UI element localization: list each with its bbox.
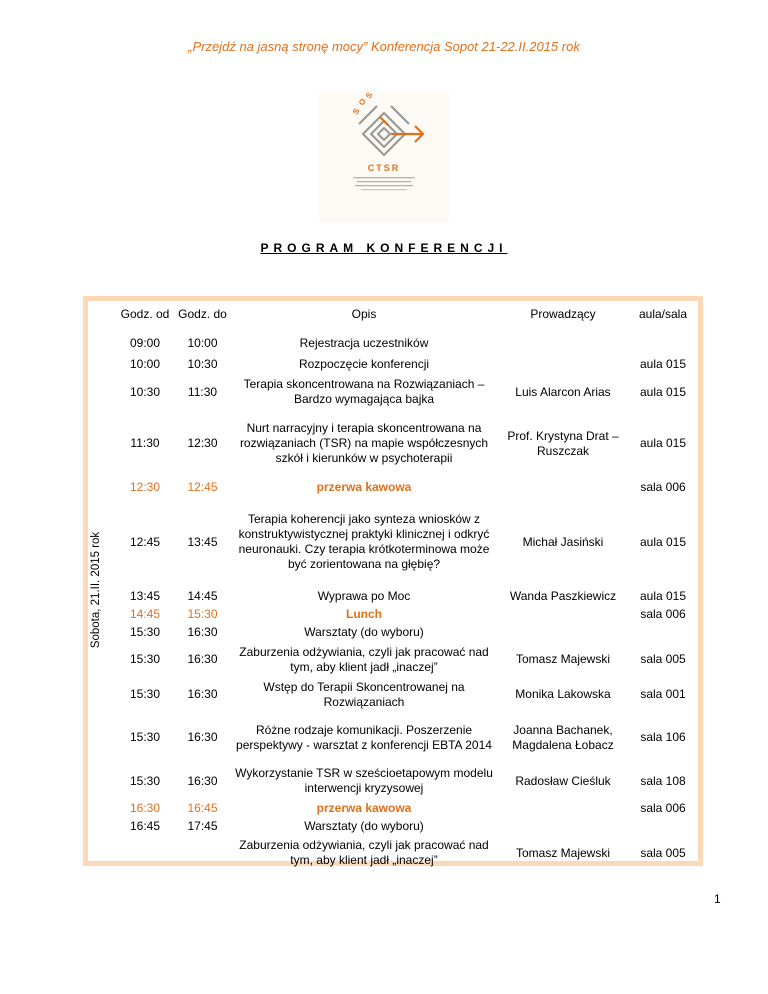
svg-text:S: S xyxy=(363,91,375,100)
day-label xyxy=(71,330,121,850)
time-to: 16:45 xyxy=(187,800,218,815)
header-from: Godz. od xyxy=(120,307,170,321)
session-lead xyxy=(498,817,628,835)
session-room: sala 108 xyxy=(640,773,686,788)
table-header-row xyxy=(115,296,698,333)
session-room xyxy=(628,623,698,642)
time-from: 13:45 xyxy=(129,588,161,603)
time-to: 16:30 xyxy=(187,652,218,666)
ctsr-logo xyxy=(319,91,449,222)
session-room xyxy=(628,333,698,354)
session-lead: Michał Jasiński xyxy=(522,534,604,549)
time-to: 16:30 xyxy=(187,730,218,744)
session-room: aula 015 xyxy=(639,357,687,371)
time-from: 16:30 xyxy=(129,800,161,815)
time-from: 16:45 xyxy=(129,818,161,833)
session-lead: Tomasz Majewski xyxy=(515,652,611,666)
time-to: 14:45 xyxy=(187,588,218,603)
session-lead xyxy=(498,623,628,642)
table-row-break xyxy=(115,799,698,817)
session-room: aula 015 xyxy=(639,588,687,603)
time-to: 15:30 xyxy=(187,606,218,621)
time-from: 09:00 xyxy=(129,336,161,350)
session-lead: Monika Lakowska xyxy=(515,687,611,701)
header-lead: Prowadzący xyxy=(530,307,596,321)
session-room: sala 006 xyxy=(640,800,686,815)
session-room: aula 015 xyxy=(639,534,687,549)
table-row xyxy=(115,642,698,677)
session-room: sala 006 xyxy=(640,606,686,621)
session-lead xyxy=(498,799,628,817)
session-lead xyxy=(498,333,628,354)
time-to: 13:45 xyxy=(187,534,218,549)
session-desc: Wykorzystanie TSR w sześcioetapowym modelu interwencji kryzysowej xyxy=(235,766,493,795)
table-row xyxy=(115,763,698,799)
session-desc: Wstęp do Terapii Skoncentrowanej na Rozwiązaniach xyxy=(263,679,465,709)
session-desc: Terapia skoncentrowana na Rozwiązaniach – Bardzo wymagająca bajka xyxy=(243,377,485,406)
table-row-lunch xyxy=(115,605,698,623)
time-from: 12:30 xyxy=(129,480,161,494)
table-row xyxy=(115,409,698,478)
session-desc: Rozpoczęcie konferencji xyxy=(298,357,430,371)
time-to: 10:00 xyxy=(187,336,218,350)
session-desc: przerwa kawowa xyxy=(316,480,412,494)
table-row xyxy=(115,354,698,375)
session-desc: Nurt narracyjny i terapia skoncentrowana na rozwiązaniach (TSR) na mapie współczesnych szkół i kierunków w psychoterapii xyxy=(239,421,489,465)
session-desc: Zaburzenia odżywiania, czyli jak pracować nad tym, aby klient jadł „inaczej” xyxy=(239,644,489,674)
time-from: 15:30 xyxy=(129,687,161,701)
time-from: 15:30 xyxy=(129,652,161,666)
time-to: 11:30 xyxy=(187,384,218,399)
time-from: 10:30 xyxy=(129,384,161,399)
session-room: aula 015 xyxy=(639,384,687,399)
session-desc: Terapia koherencji jako synteza wniosków z konstruktywistycznej praktyki klinicznej i odkryć neuronauki. Czy terapia krótkoterminowa może być zorientowana na głębię? xyxy=(238,512,490,571)
svg-text:S: S xyxy=(350,106,362,116)
table-row xyxy=(115,817,698,835)
time-from xyxy=(115,835,175,871)
table-row xyxy=(115,835,698,871)
time-to: 12:30 xyxy=(187,436,218,450)
table-row xyxy=(115,375,698,409)
time-from: 15:30 xyxy=(129,773,161,788)
time-to: 16:30 xyxy=(187,625,218,639)
page-number: 1 xyxy=(714,892,721,906)
session-lead: Wanda Paszkiewicz xyxy=(509,588,617,603)
session-lead: Joanna Bachanek, Magdalena Łobacz xyxy=(512,722,614,752)
time-to: 17:45 xyxy=(187,818,218,833)
session-lead: Tomasz Majewski xyxy=(515,845,611,860)
table-row xyxy=(115,587,698,605)
document-header: „Przejdź na jasną stronę mocy” Konferencja Sopot 21-22.II.2015 rok xyxy=(188,39,580,54)
session-desc: Warsztaty (do wyboru) xyxy=(304,625,424,639)
session-lead xyxy=(498,354,628,375)
logo-graphic xyxy=(319,91,449,222)
time-to: 12:45 xyxy=(187,480,218,494)
session-room: sala 106 xyxy=(640,730,686,744)
session-lead: Luis Alarcon Arias xyxy=(515,384,611,399)
session-lead: Radosław Cieśluk xyxy=(515,773,611,788)
session-room: aula 015 xyxy=(639,436,687,450)
session-desc: Rejestracja uczestników xyxy=(299,336,429,350)
header-room: aula/sala xyxy=(638,307,688,321)
table-row xyxy=(115,333,698,354)
session-desc: Lunch xyxy=(346,606,382,621)
table-row xyxy=(115,497,698,587)
time-from: 11:30 xyxy=(130,436,160,450)
session-desc: Wyprawa po Moc xyxy=(317,588,411,603)
time-from: 10:00 xyxy=(129,357,161,371)
table-row xyxy=(115,677,698,712)
program-title: PROGRAM KONFERENCJI xyxy=(260,241,508,255)
time-to: 16:30 xyxy=(187,773,218,788)
time-to xyxy=(175,835,230,871)
header-to: Godz. do xyxy=(178,307,227,321)
session-room: sala 006 xyxy=(640,480,686,494)
session-desc: Zaburzenia odżywiania, czyli jak pracować nad tym, aby klient jadł „inaczej” xyxy=(239,838,489,867)
session-room: sala 005 xyxy=(640,652,686,666)
program-table xyxy=(115,296,698,871)
session-room xyxy=(628,817,698,835)
session-room: sala 001 xyxy=(640,687,686,701)
session-lead xyxy=(498,605,628,623)
time-to: 10:30 xyxy=(187,357,218,371)
session-lead xyxy=(498,478,628,497)
session-lead: Prof. Krystyna Drat – Ruszczak xyxy=(507,428,619,458)
table-row xyxy=(115,712,698,763)
time-from: 15:30 xyxy=(129,730,161,744)
session-desc: Różne rodzaje komunikacji. Poszerzenie perspektywy - warsztat z konferencji EBTA 2014 xyxy=(236,722,492,752)
svg-text:O: O xyxy=(356,97,368,107)
header-desc: Opis xyxy=(351,307,377,321)
session-desc: Warsztaty (do wyboru) xyxy=(304,818,424,833)
session-desc: przerwa kawowa xyxy=(316,800,412,815)
time-from: 15:30 xyxy=(129,625,161,639)
logo-wordmark: CTSR xyxy=(367,163,401,173)
table-row xyxy=(115,623,698,642)
day-label-text: Sobota, 21.II. 2015 rok xyxy=(90,531,102,649)
table-row-break xyxy=(115,478,698,497)
time-to: 16:30 xyxy=(187,687,218,701)
session-room: sala 005 xyxy=(640,845,686,860)
time-from: 12:45 xyxy=(129,534,161,549)
time-from: 14:45 xyxy=(129,606,161,621)
